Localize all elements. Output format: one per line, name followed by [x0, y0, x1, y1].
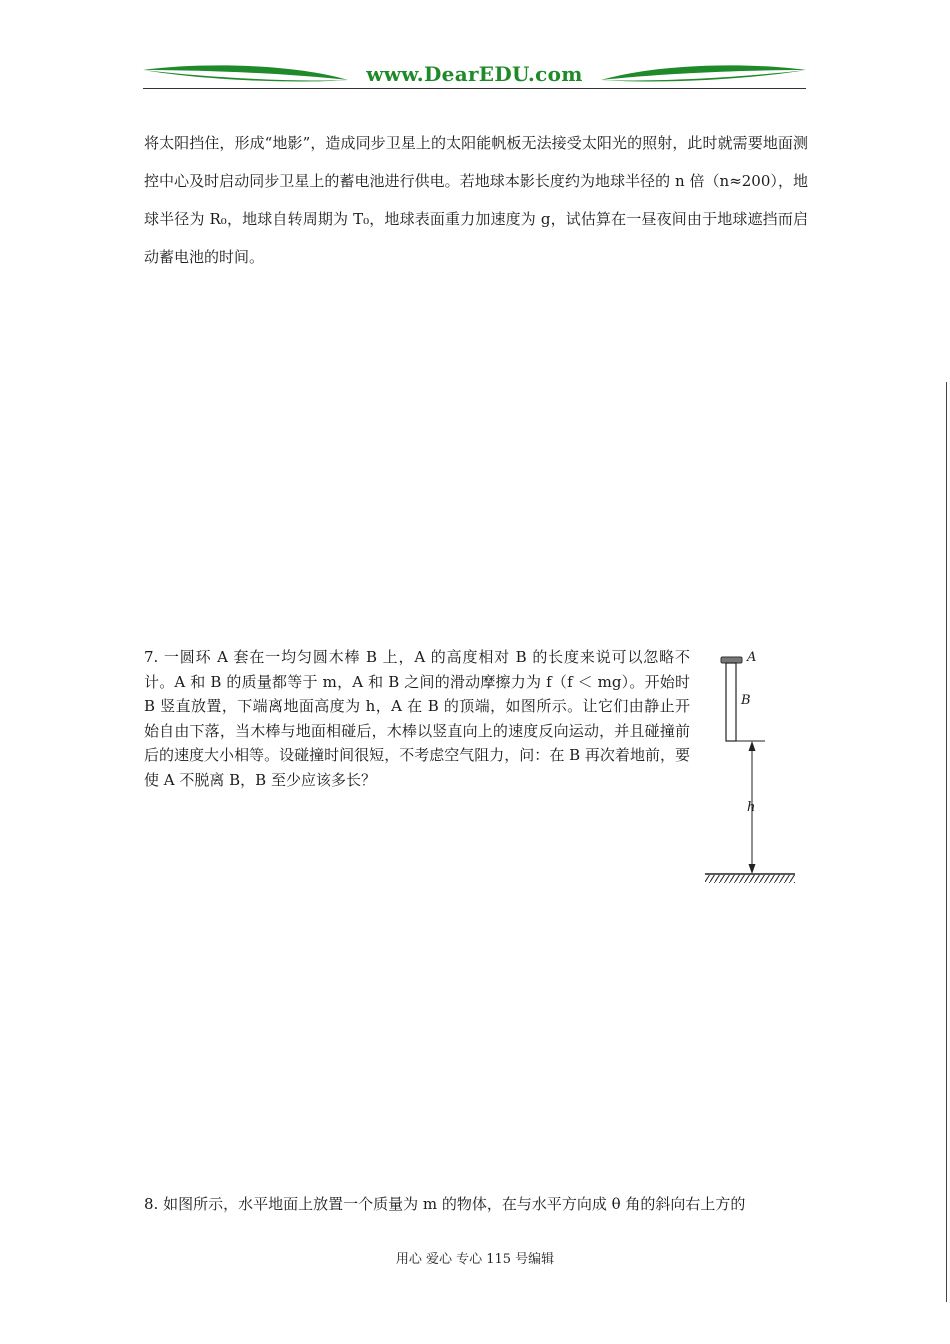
site-logo-text: www.DearEDU.com [366, 62, 583, 86]
header-divider [143, 88, 806, 89]
page-header [143, 58, 806, 94]
page-footer: 用心 爱心 专心 115 号编辑 [395, 1252, 555, 1267]
problem-7-text: 7. 一圆环 A 套在一均匀圆木棒 B 上，A 的高度相对 B 的长度来说可以忽略不计。A 和 B 的质量都等于 m，A 和 B 之间的滑动摩擦力为 f（f ＜ mg）。开始时 B 竖直放置，下端离地面高度为 h，A 在 B 的顶端，如图所示。让它们由静止开始自由下落，当木棒与地面相碰后，木棒以竖直向上的速度反向运动，并且碰撞前后的速度大小相等。设碰撞时间很短，不考虑空气阻力，问：在 B 再次着地前，要使 A 不脱离 B，B 至少应该多长？ [144, 648, 690, 789]
margin-rule [946, 382, 947, 1302]
problem-7-figure [700, 650, 800, 890]
ground-hatch [705, 875, 795, 883]
rod-b [726, 663, 736, 741]
problem-6-continuation: 将太阳挡住，形成“地影”，造成同步卫星上的太阳能帆板无法接受太阳光的照射，此时就需要地面测控中心及时启动同步卫星上的蓄电池进行供电。若地球本影长度约为地球半径的 n 倍（n≈200），地球半径为 R₀，地球自转周期为 T₀，地球表面重力加速度为 g，试估算在一昼夜间由于地球遮挡而启动蓄电池的时间。 [144, 134, 808, 266]
label-b: B [741, 693, 751, 708]
label-a: A [747, 650, 757, 665]
ring-a [721, 657, 742, 663]
falling-rod-diagram [700, 650, 800, 890]
label-h: h [747, 800, 756, 815]
problem-8-text: 8. 如图所示，水平地面上放置一个质量为 m 的物体，在与水平方向成 θ 角的斜向右上方的 [144, 1195, 746, 1213]
